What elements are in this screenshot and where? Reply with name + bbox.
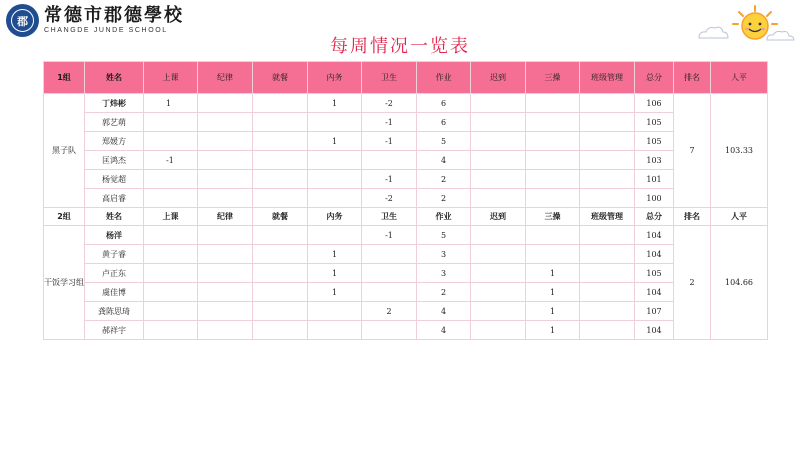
student-name: 郑媛方: [85, 132, 144, 151]
score-cell: -1: [362, 226, 417, 245]
score-cell: [198, 94, 253, 113]
score-cell: [526, 189, 580, 208]
group-header-row: [44, 208, 768, 226]
score-cell: [198, 283, 253, 302]
score-cell: 6: [417, 113, 471, 132]
column-header: 三操: [526, 62, 580, 94]
total-score-cell: 106: [635, 94, 674, 113]
score-cell: 2: [362, 302, 417, 321]
column-header: 迟到: [471, 62, 526, 94]
total-score-cell: 100: [635, 189, 674, 208]
score-cell: [144, 283, 198, 302]
score-cell: [471, 94, 526, 113]
column-header: 卫生: [362, 62, 417, 94]
total-score-cell: 101: [635, 170, 674, 189]
score-cell: [526, 170, 580, 189]
score-cell: [144, 226, 198, 245]
score-cell: [144, 302, 198, 321]
score-cell: 3: [417, 264, 471, 283]
column-header: 迟到: [471, 208, 526, 226]
score-cell: [253, 151, 308, 170]
student-name: 杨觉超: [85, 170, 144, 189]
total-score-cell: 104: [635, 283, 674, 302]
team-name: 黑子队: [44, 94, 85, 208]
score-cell: [198, 132, 253, 151]
column-header: 作业: [417, 62, 471, 94]
score-cell: 1: [308, 132, 362, 151]
score-cell: -1: [362, 170, 417, 189]
score-cell: [198, 321, 253, 340]
group-rank: 7: [674, 94, 711, 208]
score-cell: -2: [362, 189, 417, 208]
score-cell: [253, 94, 308, 113]
student-name: 高启睿: [85, 189, 144, 208]
table-row: [44, 226, 768, 245]
table-row: [44, 170, 768, 189]
table-row: [44, 113, 768, 132]
column-header: 总分: [635, 208, 674, 226]
student-name: 杨洋: [85, 226, 144, 245]
score-cell: [144, 321, 198, 340]
table-row: [44, 151, 768, 170]
column-header: 卫生: [362, 208, 417, 226]
score-cell: [580, 113, 635, 132]
sun-cloud-icon: [695, 4, 799, 44]
column-header: 纪律: [198, 62, 253, 94]
score-cell: [253, 189, 308, 208]
score-cell: [253, 283, 308, 302]
column-header: 上课: [144, 208, 198, 226]
score-cell: [144, 189, 198, 208]
score-cell: [144, 264, 198, 283]
score-cell: [580, 302, 635, 321]
score-cell: 1: [526, 321, 580, 340]
score-cell: [526, 132, 580, 151]
score-cell: -1: [144, 151, 198, 170]
column-header: 班级管理: [580, 208, 635, 226]
table-row: [44, 245, 768, 264]
score-cell: 4: [417, 302, 471, 321]
score-cell: [362, 151, 417, 170]
score-cell: [144, 170, 198, 189]
group-label: 1组: [44, 62, 85, 94]
school-name-cn: 常德市郡德學校: [44, 4, 184, 26]
score-cell: [362, 283, 417, 302]
score-cell: [526, 113, 580, 132]
student-name: 黄子睿: [85, 245, 144, 264]
score-cell: [308, 321, 362, 340]
score-cell: [198, 113, 253, 132]
table-row: [44, 94, 768, 113]
group-average: 104.66: [711, 226, 768, 340]
column-header: 内务: [308, 208, 362, 226]
score-cell: [308, 226, 362, 245]
total-score-cell: 105: [635, 264, 674, 283]
group-average: 103.33: [711, 94, 768, 208]
column-header: 排名: [674, 62, 711, 94]
total-score-cell: 104: [635, 245, 674, 264]
total-score-cell: 105: [635, 113, 674, 132]
score-cell: [471, 321, 526, 340]
column-header: 排名: [674, 208, 711, 226]
score-cell: [580, 245, 635, 264]
table-row: [44, 302, 768, 321]
school-name-block: [44, 6, 184, 35]
score-cell: [253, 302, 308, 321]
column-header: 姓名: [85, 62, 144, 94]
score-cell: [471, 283, 526, 302]
group-rank: 2: [674, 226, 711, 340]
column-header: 班级管理: [580, 62, 635, 94]
score-cell: [308, 302, 362, 321]
score-cell: [526, 94, 580, 113]
table-row: [44, 132, 768, 151]
score-cell: [253, 170, 308, 189]
school-name-en: CHANGDE JUNDE SCHOOL: [44, 26, 168, 34]
weekly-summary-table: [43, 61, 768, 340]
score-cell: [471, 151, 526, 170]
total-score-cell: 103: [635, 151, 674, 170]
score-cell: [253, 264, 308, 283]
score-cell: [580, 132, 635, 151]
score-cell: [580, 283, 635, 302]
score-cell: 2: [417, 170, 471, 189]
score-cell: 1: [526, 302, 580, 321]
score-cell: -1: [362, 132, 417, 151]
score-cell: [308, 170, 362, 189]
score-cell: [144, 113, 198, 132]
score-cell: [253, 113, 308, 132]
score-cell: [471, 113, 526, 132]
score-cell: [362, 264, 417, 283]
student-name: 龚陈思琦: [85, 302, 144, 321]
student-name: 郭艺萌: [85, 113, 144, 132]
score-cell: [471, 264, 526, 283]
score-cell: [308, 189, 362, 208]
score-cell: [362, 245, 417, 264]
column-header: 就餐: [253, 208, 308, 226]
student-name: 匡鸿杰: [85, 151, 144, 170]
score-cell: [144, 245, 198, 264]
score-cell: [308, 113, 362, 132]
column-header: 姓名: [85, 208, 144, 226]
score-cell: [308, 151, 362, 170]
column-header: 总分: [635, 62, 674, 94]
score-cell: [471, 302, 526, 321]
column-header: 纪律: [198, 208, 253, 226]
page-title: 每周情况一览表: [330, 36, 470, 57]
score-cell: [198, 264, 253, 283]
score-cell: [471, 226, 526, 245]
column-header: 作业: [417, 208, 471, 226]
score-cell: 4: [417, 151, 471, 170]
student-name: 郝祥宇: [85, 321, 144, 340]
score-cell: 5: [417, 226, 471, 245]
score-cell: 4: [417, 321, 471, 340]
column-header: 内务: [308, 62, 362, 94]
score-cell: [580, 170, 635, 189]
score-cell: [471, 189, 526, 208]
score-cell: [253, 132, 308, 151]
score-cell: [198, 226, 253, 245]
table-row: [44, 264, 768, 283]
student-name: 虞佳博: [85, 283, 144, 302]
score-cell: [580, 264, 635, 283]
score-cell: [580, 226, 635, 245]
score-cell: 1: [526, 264, 580, 283]
column-header: 上课: [144, 62, 198, 94]
group-header-row: [44, 62, 768, 94]
total-score-cell: 107: [635, 302, 674, 321]
score-cell: [471, 170, 526, 189]
table-row: [44, 283, 768, 302]
column-header: 人平: [711, 62, 768, 94]
column-header: 人平: [711, 208, 768, 226]
score-cell: [471, 245, 526, 264]
score-cell: 1: [308, 94, 362, 113]
score-cell: [198, 302, 253, 321]
total-score-cell: 104: [635, 226, 674, 245]
table-row: [44, 321, 768, 340]
score-cell: 1: [526, 283, 580, 302]
score-cell: 1: [308, 264, 362, 283]
score-cell: 6: [417, 94, 471, 113]
score-cell: [144, 132, 198, 151]
total-score-cell: 105: [635, 132, 674, 151]
score-cell: 1: [308, 283, 362, 302]
score-cell: [580, 321, 635, 340]
score-cell: [198, 189, 253, 208]
column-header: 三操: [526, 208, 580, 226]
score-cell: [253, 245, 308, 264]
score-cell: [198, 245, 253, 264]
score-cell: [198, 170, 253, 189]
score-cell: [526, 226, 580, 245]
score-cell: [253, 321, 308, 340]
score-cell: 1: [308, 245, 362, 264]
score-cell: [580, 94, 635, 113]
score-cell: [198, 151, 253, 170]
group-label: 2组: [44, 208, 85, 226]
score-cell: [362, 321, 417, 340]
score-cell: [471, 132, 526, 151]
column-header: 就餐: [253, 62, 308, 94]
score-cell: -2: [362, 94, 417, 113]
score-cell: 5: [417, 132, 471, 151]
score-cell: [526, 151, 580, 170]
team-name: 干饭学习组: [44, 226, 85, 340]
seal-mark: 郡: [17, 14, 28, 28]
score-cell: -1: [362, 113, 417, 132]
score-cell: 3: [417, 245, 471, 264]
score-cell: [526, 245, 580, 264]
student-name: 丁炜彬: [85, 94, 144, 113]
score-cell: [253, 226, 308, 245]
total-score-cell: 104: [635, 321, 674, 340]
score-cell: 2: [417, 189, 471, 208]
table-row: [44, 189, 768, 208]
score-cell: [580, 151, 635, 170]
score-cell: 1: [144, 94, 198, 113]
student-name: 卢正东: [85, 264, 144, 283]
score-cell: [580, 189, 635, 208]
score-cell: 2: [417, 283, 471, 302]
